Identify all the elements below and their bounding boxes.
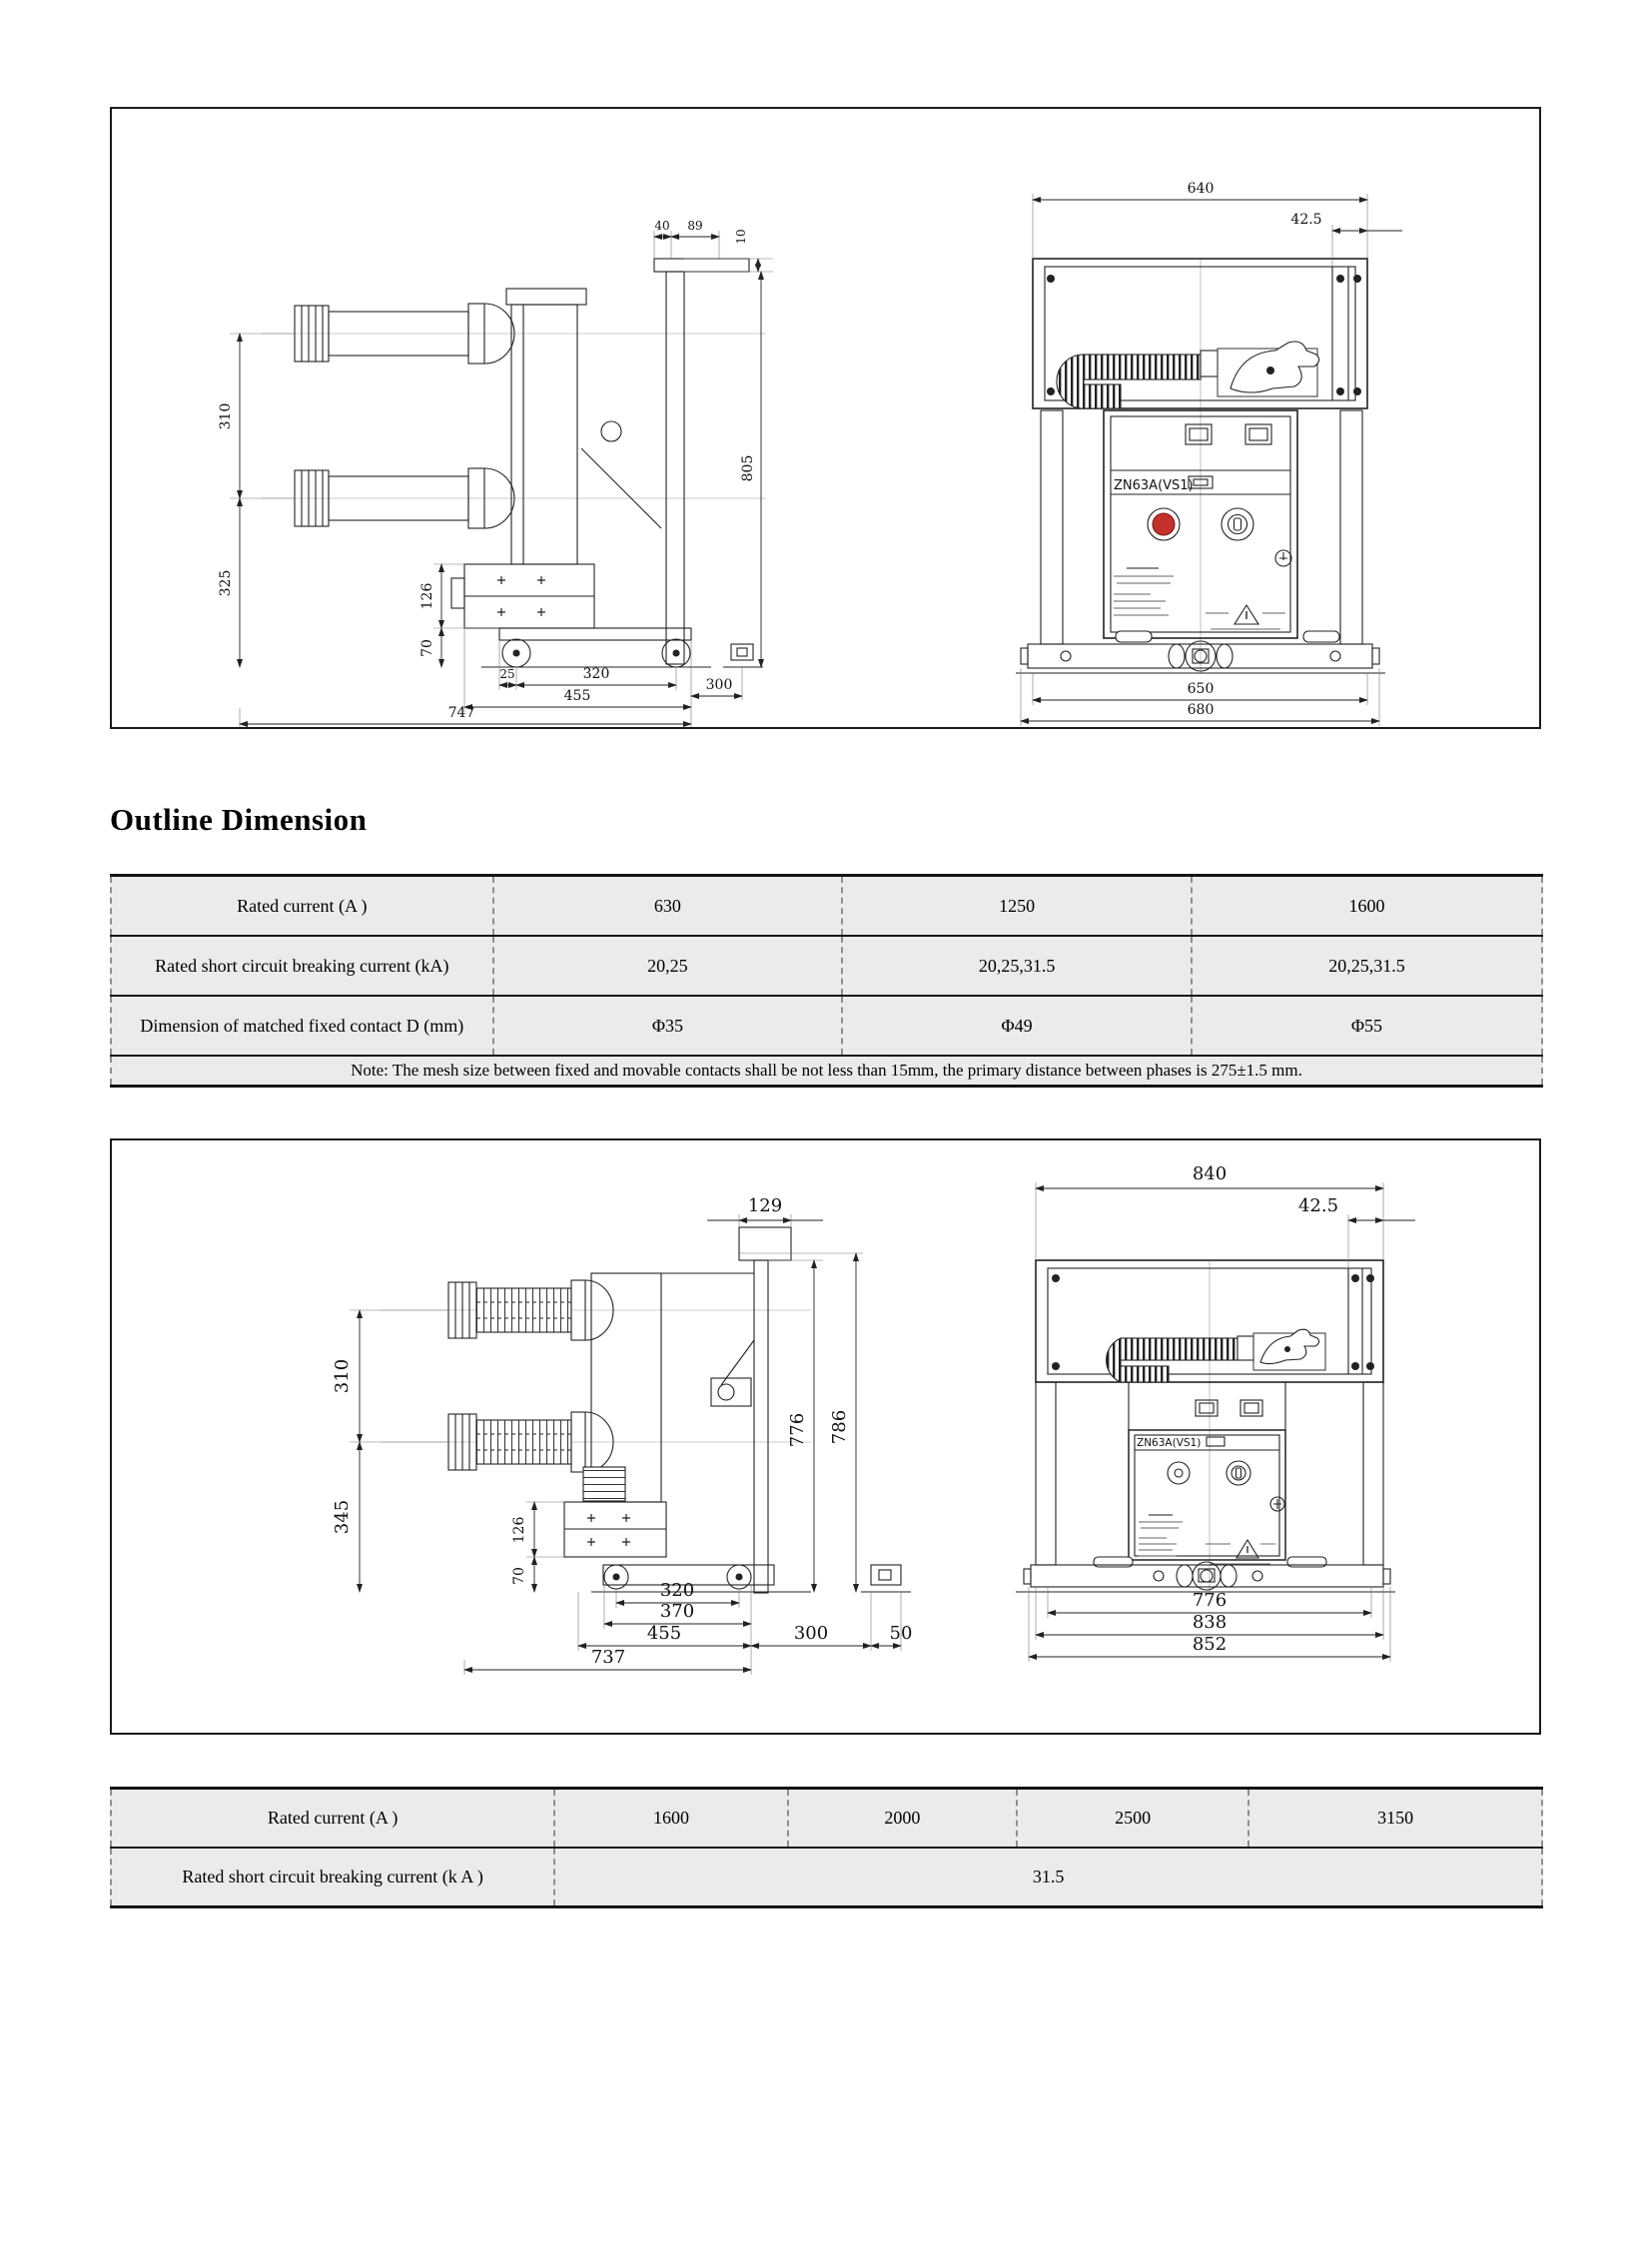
drawing1-front-view bbox=[1016, 259, 1385, 673]
dim-label: 50 bbox=[889, 1623, 913, 1644]
table-row: Rated short circuit breaking current (kA) 20,25 20,25,31.5 20,25,31.5 bbox=[111, 936, 1542, 996]
dim-label: 300 bbox=[705, 677, 733, 693]
right-side-channel bbox=[1340, 410, 1362, 644]
interlock-hook bbox=[1218, 342, 1319, 396]
fin-section bbox=[583, 1467, 625, 1501]
drawing1-side-view bbox=[262, 259, 766, 667]
caster bbox=[731, 644, 753, 660]
base-truck bbox=[481, 628, 763, 667]
front-panel bbox=[1129, 1430, 1285, 1564]
dim-label: 10 bbox=[734, 229, 748, 245]
dim-label: 680 bbox=[1187, 702, 1215, 718]
nameplate-text-lines bbox=[1114, 568, 1285, 629]
dim-label: 786 bbox=[829, 1409, 850, 1445]
rating-table bbox=[110, 1787, 1543, 1908]
dim-label: 300 bbox=[793, 1623, 829, 1644]
interlock-hook bbox=[1253, 1329, 1325, 1370]
dim-label: 42.5 bbox=[1290, 212, 1322, 228]
drawing1 bbox=[112, 109, 1539, 727]
outline-dimension-table bbox=[110, 874, 1543, 1088]
dim-label: 776 bbox=[1192, 1590, 1228, 1611]
dim-label: 42.5 bbox=[1297, 1195, 1339, 1216]
dim-label: 25 bbox=[499, 667, 515, 681]
close-button-ring bbox=[1222, 508, 1253, 540]
open-button bbox=[1168, 1462, 1190, 1484]
dim-label: 776 bbox=[787, 1412, 808, 1448]
dim-label: 747 bbox=[447, 705, 475, 721]
right-side-channel bbox=[1363, 1382, 1383, 1565]
mechanism-box bbox=[451, 564, 594, 628]
row-label: Rated short circuit breaking current (k A ) bbox=[111, 1848, 554, 1907]
row-label: Rated current (A ) bbox=[237, 895, 368, 916]
dim-label: 40 bbox=[654, 219, 670, 233]
page-title: Outline Dimension bbox=[110, 802, 368, 837]
handle-cutout bbox=[1116, 631, 1152, 642]
dim-label: 650 bbox=[1187, 681, 1215, 697]
dim-label: 737 bbox=[590, 1647, 626, 1668]
table-row: Rated short circuit breaking current (k A ) 31.5 bbox=[111, 1848, 1542, 1907]
dim-label: 455 bbox=[646, 1623, 682, 1644]
pole-column bbox=[583, 1227, 791, 1593]
dim-label: 840 bbox=[1192, 1163, 1228, 1184]
dim-label: 852 bbox=[1192, 1634, 1228, 1655]
table-row: Rated current (A ) 630 1250 1600 bbox=[111, 876, 1542, 937]
dim-label: 70 bbox=[419, 639, 435, 657]
left-side-channel bbox=[1041, 410, 1063, 644]
dim-label: 325 bbox=[218, 569, 234, 597]
table-row: Rated current (A ) 1600 2000 2500 3150 bbox=[111, 1789, 1542, 1849]
dim-label: 370 bbox=[659, 1601, 695, 1622]
caster bbox=[871, 1565, 901, 1585]
dim-label: 345 bbox=[332, 1499, 353, 1535]
dim-label: 320 bbox=[582, 666, 610, 682]
row-label: Dimension of matched fixed contact D (mm) bbox=[111, 996, 493, 1056]
table-note: Note: The mesh size between fixed and movable contacts shall be not less than 15mm, the primary distance between phases is 275±1.5 mm. bbox=[111, 1056, 1542, 1087]
table-note-row bbox=[111, 1056, 1542, 1087]
dim-label: 129 bbox=[747, 1195, 783, 1216]
pole-column bbox=[506, 259, 749, 664]
dim-label: 838 bbox=[1192, 1612, 1228, 1633]
dim-label: 310 bbox=[332, 1358, 353, 1394]
flexible-conduit bbox=[1107, 1336, 1253, 1382]
device-label: ZN63A(VS1) bbox=[1114, 478, 1194, 493]
close-button-ring bbox=[1227, 1461, 1250, 1485]
handle-cutout bbox=[1303, 631, 1339, 642]
drawing2-panel bbox=[110, 1138, 1541, 1735]
red-button bbox=[1153, 513, 1175, 535]
left-side-channel bbox=[1036, 1382, 1056, 1565]
dim-label: 126 bbox=[511, 1516, 527, 1544]
dim-label: 640 bbox=[1187, 181, 1215, 197]
dim-label: 455 bbox=[563, 688, 591, 704]
dim-label: 126 bbox=[419, 582, 435, 610]
drawing1-panel bbox=[110, 107, 1541, 729]
row-label: Rated current (A ) bbox=[267, 1808, 399, 1828]
drawing2-front-view bbox=[1016, 1260, 1395, 1592]
row-label: Rated short circuit breaking current (kA) bbox=[111, 936, 493, 996]
drawing2 bbox=[112, 1140, 1539, 1733]
dim-label: 805 bbox=[740, 454, 756, 482]
drawing2-side-dimensions bbox=[332, 1195, 912, 1675]
device-label: ZN63A(VS1) bbox=[1137, 1437, 1202, 1449]
flexible-conduit bbox=[1057, 351, 1218, 408]
base-bar bbox=[1016, 1562, 1395, 1592]
dim-label: 70 bbox=[511, 1567, 527, 1585]
dim-label: 310 bbox=[218, 402, 234, 430]
dim-label: 320 bbox=[659, 1580, 695, 1601]
table-row: Dimension of matched fixed contact D (mm) Φ35 Φ49 Φ55 bbox=[111, 996, 1542, 1056]
nameplate-text-lines bbox=[1139, 1515, 1275, 1564]
dim-label: 89 bbox=[687, 219, 703, 233]
mechanism-box bbox=[564, 1502, 666, 1557]
